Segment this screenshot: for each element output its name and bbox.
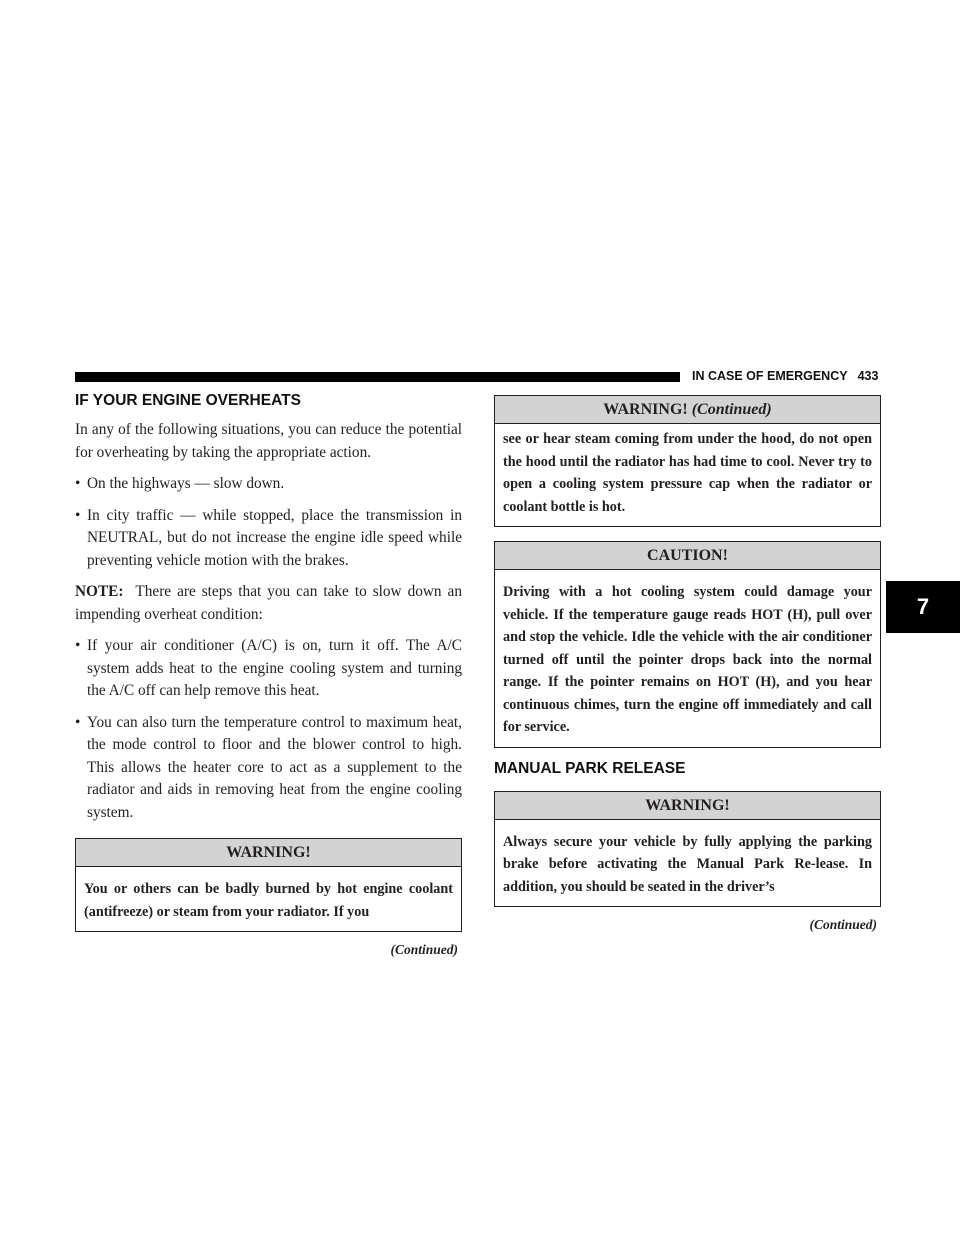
left-column	[75, 392, 462, 958]
warning-continued-text: see or hear steam coming from under the hood, do not open the hood until the radiator has had time to cool. Never try to open a cooling system pressure cap when the radiator or coolant bottle is hot.	[503, 431, 872, 515]
running-header	[692, 369, 878, 383]
warning-box-continued	[494, 395, 881, 527]
bullet-list-steps	[75, 635, 462, 824]
section-heading-overheats: IF YOUR ENGINE OVERHEATS	[75, 392, 301, 409]
chapter-tab: 7	[886, 581, 960, 633]
warning-continued-header	[495, 396, 880, 424]
list-item: • You can also turn the temperature control to maximum heat, the mode control to floor and the blower control to high. This allows the heater core to act as a supplement to the radiator and aids in removing heat from the engine cooling system.	[75, 712, 462, 825]
note-paragraph	[75, 581, 462, 626]
warning-box-coolant	[75, 838, 462, 932]
warning-box-park	[494, 791, 881, 908]
caution-text: Driving with a hot cooling system could damage your vehicle. If the temperature gauge reads HOT (H), pull over and stop the vehicle. Idle the vehicle with the air conditioner turned off until the pointer drops back into the normal range. If the pointer remains on HOT (H), and you hear continuous chimes, turn the engine off immediately and call for service.	[503, 584, 872, 735]
note-label: NOTE:	[75, 583, 124, 600]
warning-text: Always secure your vehicle by fully applying the parking brake before activating the Manual Park Re-lease. In addition, you should be seated in the driver’s	[503, 833, 872, 895]
note-text: There are steps that you can take to slow down an impending overheat condition:	[75, 583, 462, 623]
page-number: 433	[857, 369, 879, 383]
list-item: • On the highways — slow down.	[75, 473, 462, 496]
warning-continued-subtitle: (Continued)	[691, 401, 772, 418]
continued-label: (Continued)	[390, 942, 458, 957]
caution-box	[494, 541, 881, 748]
warning-title: WARNING!	[603, 401, 688, 418]
continued-label: (Continued)	[809, 917, 877, 932]
list-item: • In city traffic — while stopped, place the transmission in NEUTRAL, but do not increase the engine idle speed while preventing vehicle motion with the brakes.	[75, 505, 462, 573]
section-heading-park-release: MANUAL PARK RELEASE	[494, 759, 686, 777]
warning-title: WARNING!	[495, 792, 880, 820]
warning-title: WARNING!	[76, 839, 461, 867]
header-rule	[75, 372, 680, 382]
right-column	[494, 395, 881, 933]
header-section-title: IN CASE OF EMERGENCY	[692, 369, 848, 383]
intro-paragraph: In any of the following situations, you can reduce the potential for overheating by taking the appropriate action.	[75, 421, 462, 461]
bullet-list-situations	[75, 473, 462, 572]
caution-title: CAUTION!	[495, 542, 880, 570]
list-item: • If your air conditioner (A/C) is on, turn it off. The A/C system adds heat to the engine cooling system and turning the A/C off can help remove this heat.	[75, 635, 462, 703]
warning-text: You or others can be badly burned by hot engine coolant (antifreeze) or steam from your radiator. If you	[84, 881, 453, 920]
